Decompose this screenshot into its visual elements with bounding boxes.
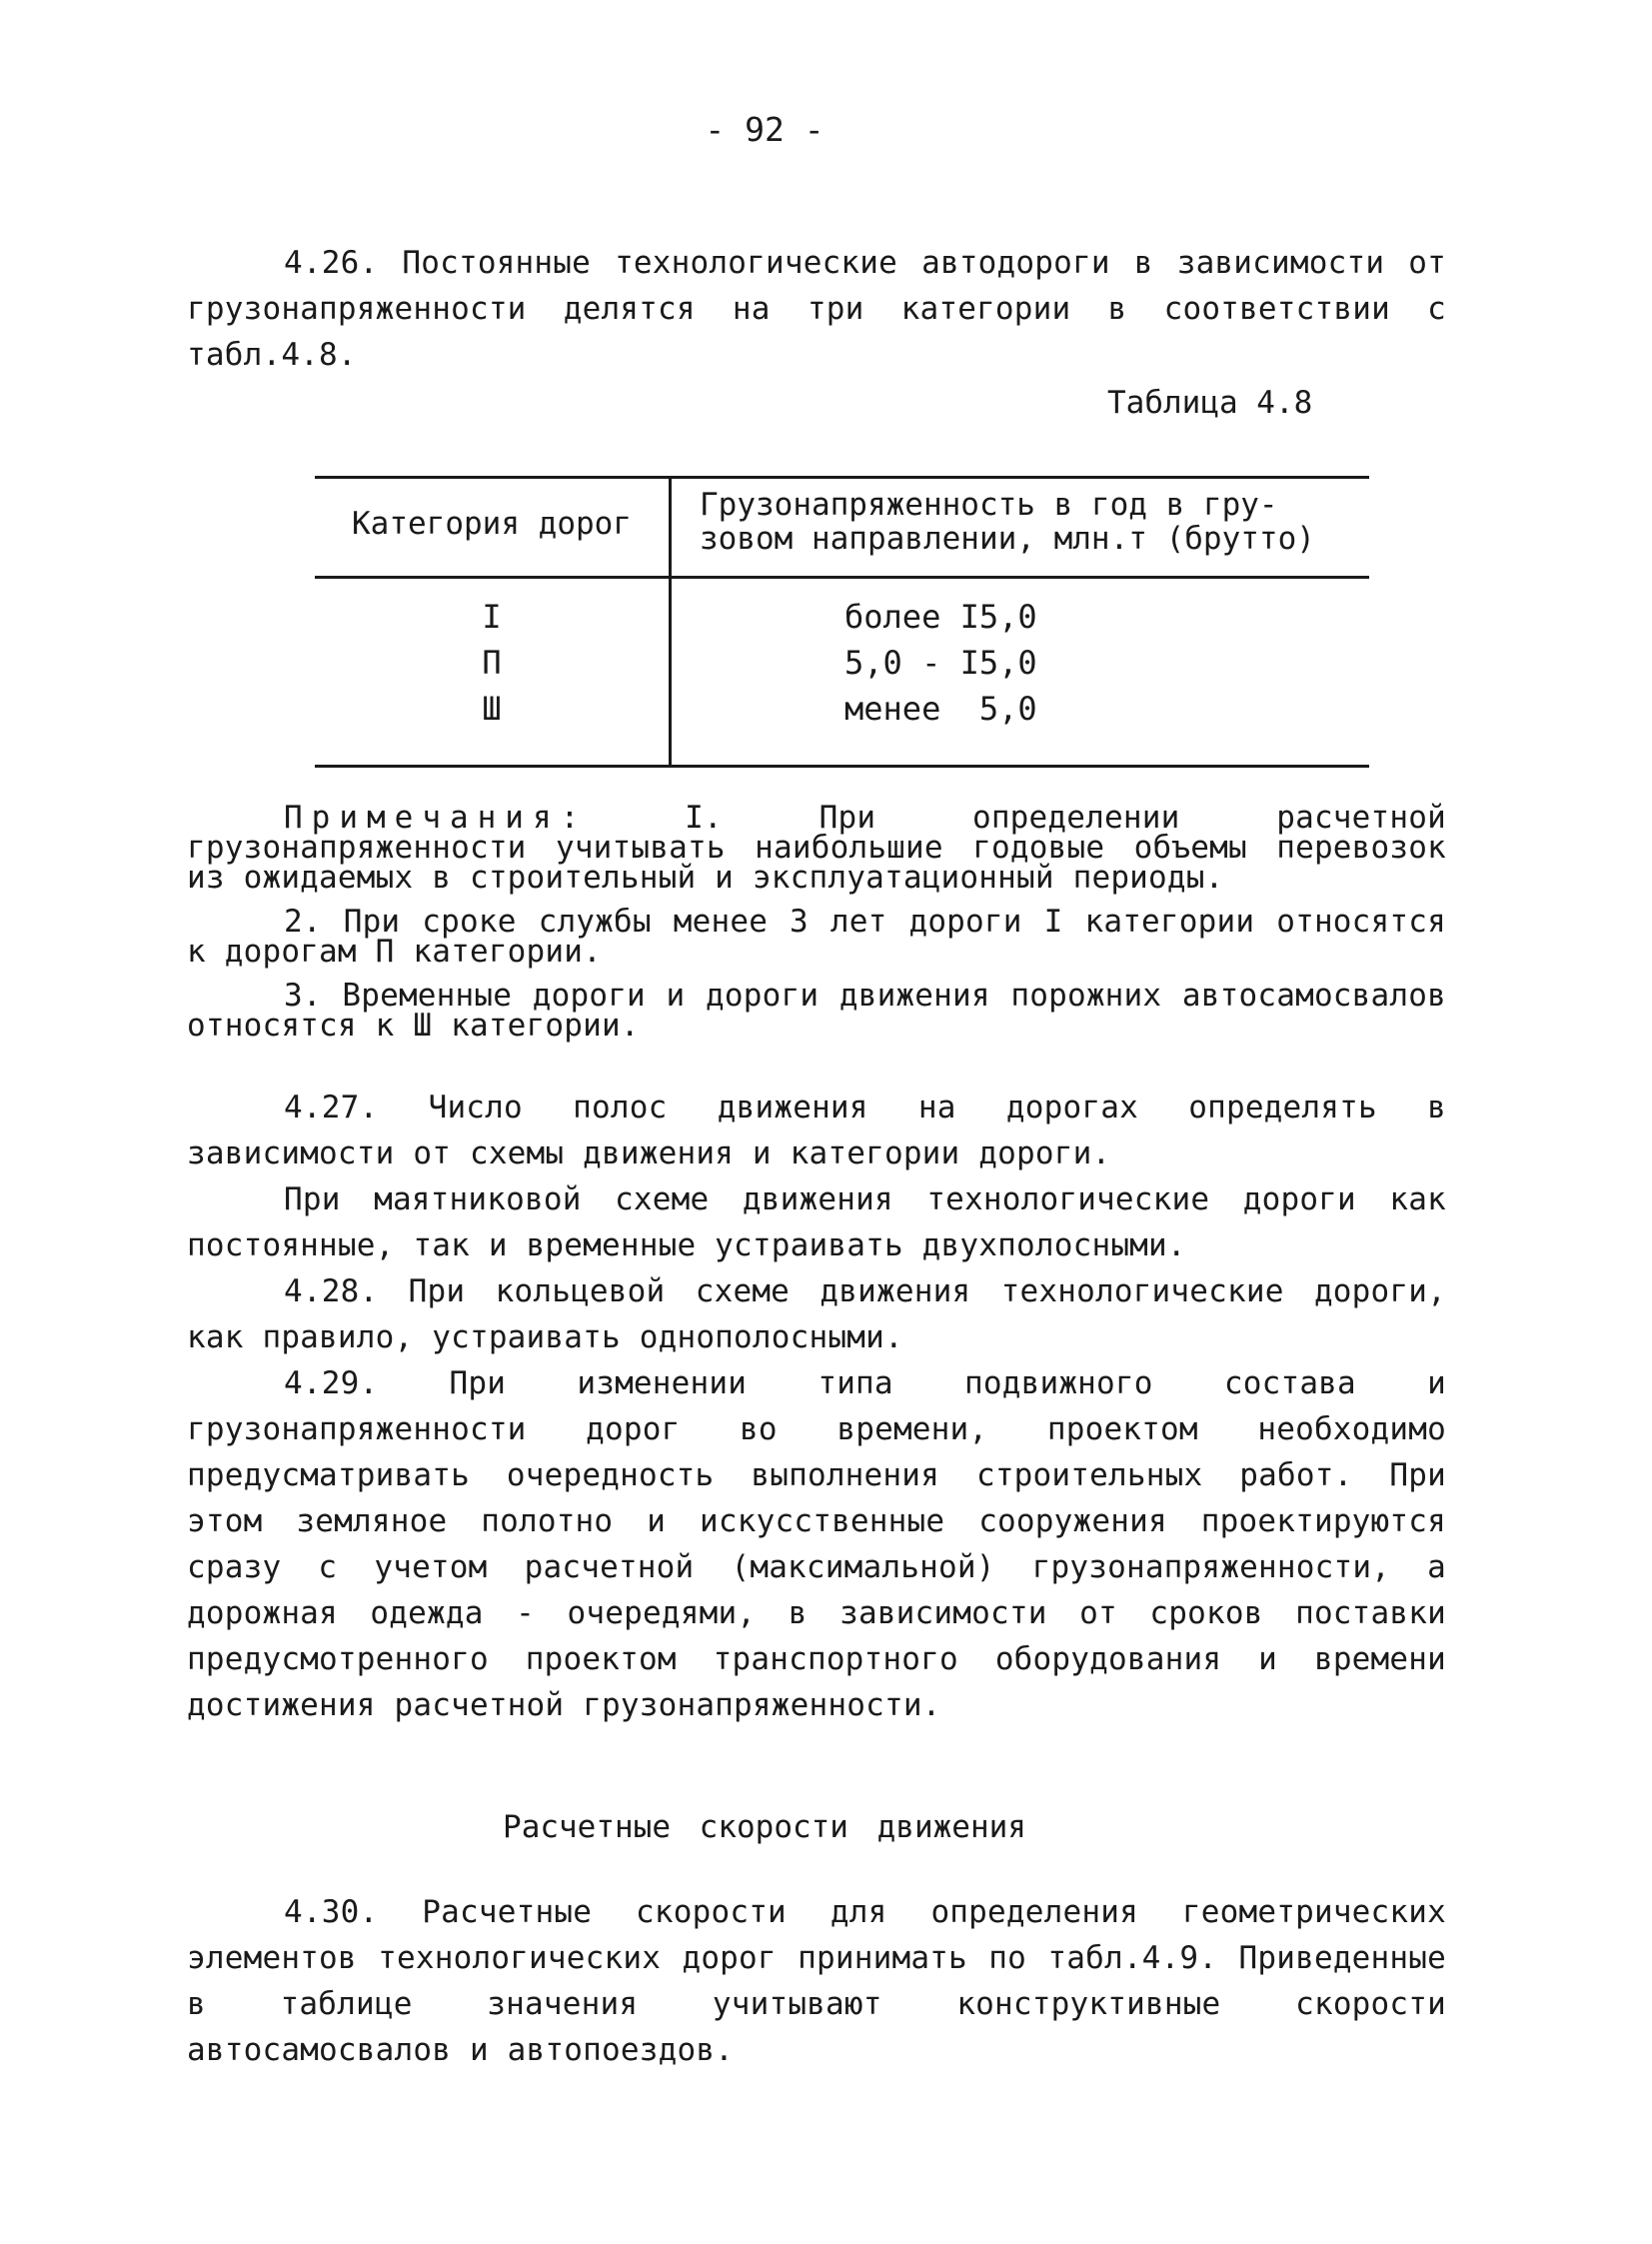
road-category-table: [315, 476, 1369, 769]
table-header-category: Категория дорог: [352, 506, 632, 542]
note-1: [187, 800, 1446, 896]
notes-block: [187, 800, 1446, 1044]
table-caption: Таблица 4.8: [1107, 385, 1313, 421]
section-title: Расчетные скорости движения: [503, 1809, 1026, 1845]
note-3: 3. Временные дороги и дороги движения порожних автосамосвалов относятся к Ш категории.: [187, 978, 1446, 1044]
paragraph-4-29: 4.29. При изменении типа подвижного состава и грузонапряженности дорог во времени, проектом необходимо предусматривать очередность выполнения строительных работ. При этом земляное полотно и искусственные сооружения проектируются сразу с учетом расчетной (максимальной) грузонапряженности, а дорожная одежда - очередями, в зависимости от сроков поставки предусмотренного проектом транспортного оборудования и времени достижения расчетной грузонапряженности.: [187, 1365, 1446, 1723]
table-cell-category: Ш: [482, 690, 502, 728]
note-2: 2. При сроке службы менее 3 лет дороги I категории относятся к дорогам П категории.: [187, 904, 1446, 970]
table-header-load: [700, 488, 1359, 556]
paragraph-4-26: 4.26. Постоянные технологические автодороги в зависимости от грузонапряженности делятся на три категории в соответствии с табл.4.8.: [187, 245, 1446, 373]
table-header-load-line1: Грузонапряженность в год в гру-: [700, 487, 1278, 523]
main-text: [187, 1085, 1446, 1728]
paragraph-4-27-continued: При маятниковой схеме движения технологические дороги как постоянные, так и временные устраивать двухполосными.: [187, 1181, 1446, 1263]
table-cell-load: 5,0 - I5,0: [844, 644, 1037, 682]
table-header-rule: [315, 576, 1369, 579]
table-top-rule: [315, 476, 1369, 479]
paragraph-4-30-block: [187, 1889, 1446, 2073]
table-cell-load: менее 5,0: [844, 690, 1037, 728]
table-bottom-rule: [315, 765, 1369, 768]
page-number: - 92 -: [705, 110, 825, 149]
notes-label: Примечания:: [284, 800, 589, 836]
table-cell-category: П: [482, 644, 502, 682]
paragraph-4-28: 4.28. При кольцевой схеме движения технологические дороги, как правило, устраивать однополосными.: [187, 1273, 1446, 1355]
paragraph-4-30: 4.30. Расчетные скорости для определения геометрических элементов технологических дорог принимать по табл.4.9. Приведенные в таблице значения учитывают конструктивные скорости автосамосвалов и автопоездов.: [187, 1894, 1446, 2068]
paragraph-4-27: 4.27. Число полос движения на дорогах определять в зависимости от схемы движения и категории дороги.: [187, 1090, 1446, 1171]
table-cell-category: I: [482, 598, 502, 636]
table-header-load-line2: зовом направлении, млн.т (брутто): [700, 521, 1315, 557]
table-cell-load: более I5,0: [844, 598, 1037, 636]
table-column-divider: [669, 476, 672, 768]
note-1-text: I. При определении расчетной грузонапряженности учитывать наибольшие годовые объемы перевозок из ожидаемых в строительный и эксплуатационный периоды.: [187, 800, 1446, 896]
